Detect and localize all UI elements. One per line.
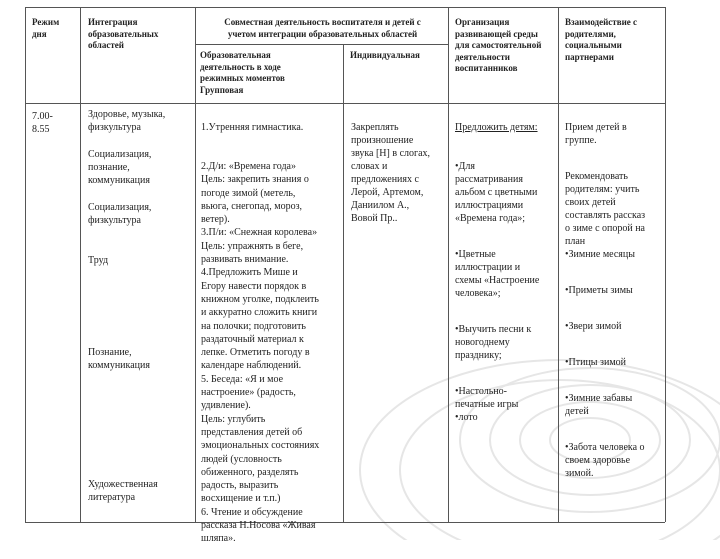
individual-work: Закреплять произношение звука [Н] в слогах, словах и предложениях с Лерой, Артемом, Даниилом А., Вовой Пр.. [351,122,431,224]
environment-title: Предложить детям: [455,122,538,133]
header-regime: Режим дня [32,17,60,39]
header-integration: Интеграция образовательных областей [88,17,159,50]
area-item: Социализация, физкультура [88,202,152,226]
header-environment: Организация развивающей среды для самостоятельной деятельности воспитанников [455,17,542,73]
area-item: Социализация, познание, коммуникация [88,149,152,186]
group-activity-item: 1.Утренняя гимнастика. [201,122,304,133]
area-item: Познание, коммуникация [88,347,150,371]
integration-areas [88,108,193,503]
header-group-activity: Образовательная деятельность в ходе режимных моментов Групповая [200,50,285,95]
environment-item: •Для рассматривания альбом с цветными иллюстрациями «Времена года»; [455,161,538,224]
area-item: Художественная литература [88,479,158,503]
environment-item: •Настольно- печатные игры •лото [455,386,519,423]
parents-item: •Звери зимой [565,321,622,332]
parent-interaction [565,108,663,503]
area-item: Труд [88,255,109,266]
parents-item: Рекомендовать родителям: учить своих детей составлять рассказ о зиме с опорой на план •Зимние месяцы [565,171,646,260]
parents-item: •Приметы зимы [565,285,633,296]
parents-item: •Птицы зимой [565,357,626,368]
environment-item: •Выучить песни к новогоднему празднику; [455,324,532,361]
group-activity [201,108,343,559]
time-range: 7.00- 8.55 [32,111,53,135]
parents-item: •Зимние забавы детей [565,393,633,417]
environment-item: •Цветные иллюстрации и схемы «Настроение человека»; [455,249,540,299]
parents-item: •Забота человека о своем здоровье зимой. [565,442,645,479]
group-activity-item: 2.Д/и: «Времена года» Цель: закрепить знания о погоде зимой (метель, вьюга, снегопад, мороз, ветер). 3.П/и: «Снежная королева» Цель: упражнять в беге, развивать внимание. 4.Предложить Мише и Егору навести порядок в книжном уголке, подклеить и аккуратно сложить книги на полочки; подготовить раздаточный материал к лепке. Отметить погоду в календаре наблюдений. 5. Беседа: «Я и мое настроение» (радость, удивление). Цель: углубить представления детей об эмоциональных состояниях людей (условность обиженного, разделять радость, выразить восхищение и т.п.) 6. Чтение и обсуждение рассказа Н.Носова «Живая шляпа». [201,161,320,545]
header-joint-activity: Совместная деятельность воспитателя и детей с учетом интеграции образовательных областей [224,17,421,39]
environment-organization [455,108,557,447]
header-parents: Взаимодействие с родителями, социальными партнерами [565,17,637,62]
header-individual: Индивидуальная [350,50,420,60]
area-item: Здоровье, музыка, физкультура [88,109,166,133]
parents-item: Прием детей в группе. [565,122,627,146]
